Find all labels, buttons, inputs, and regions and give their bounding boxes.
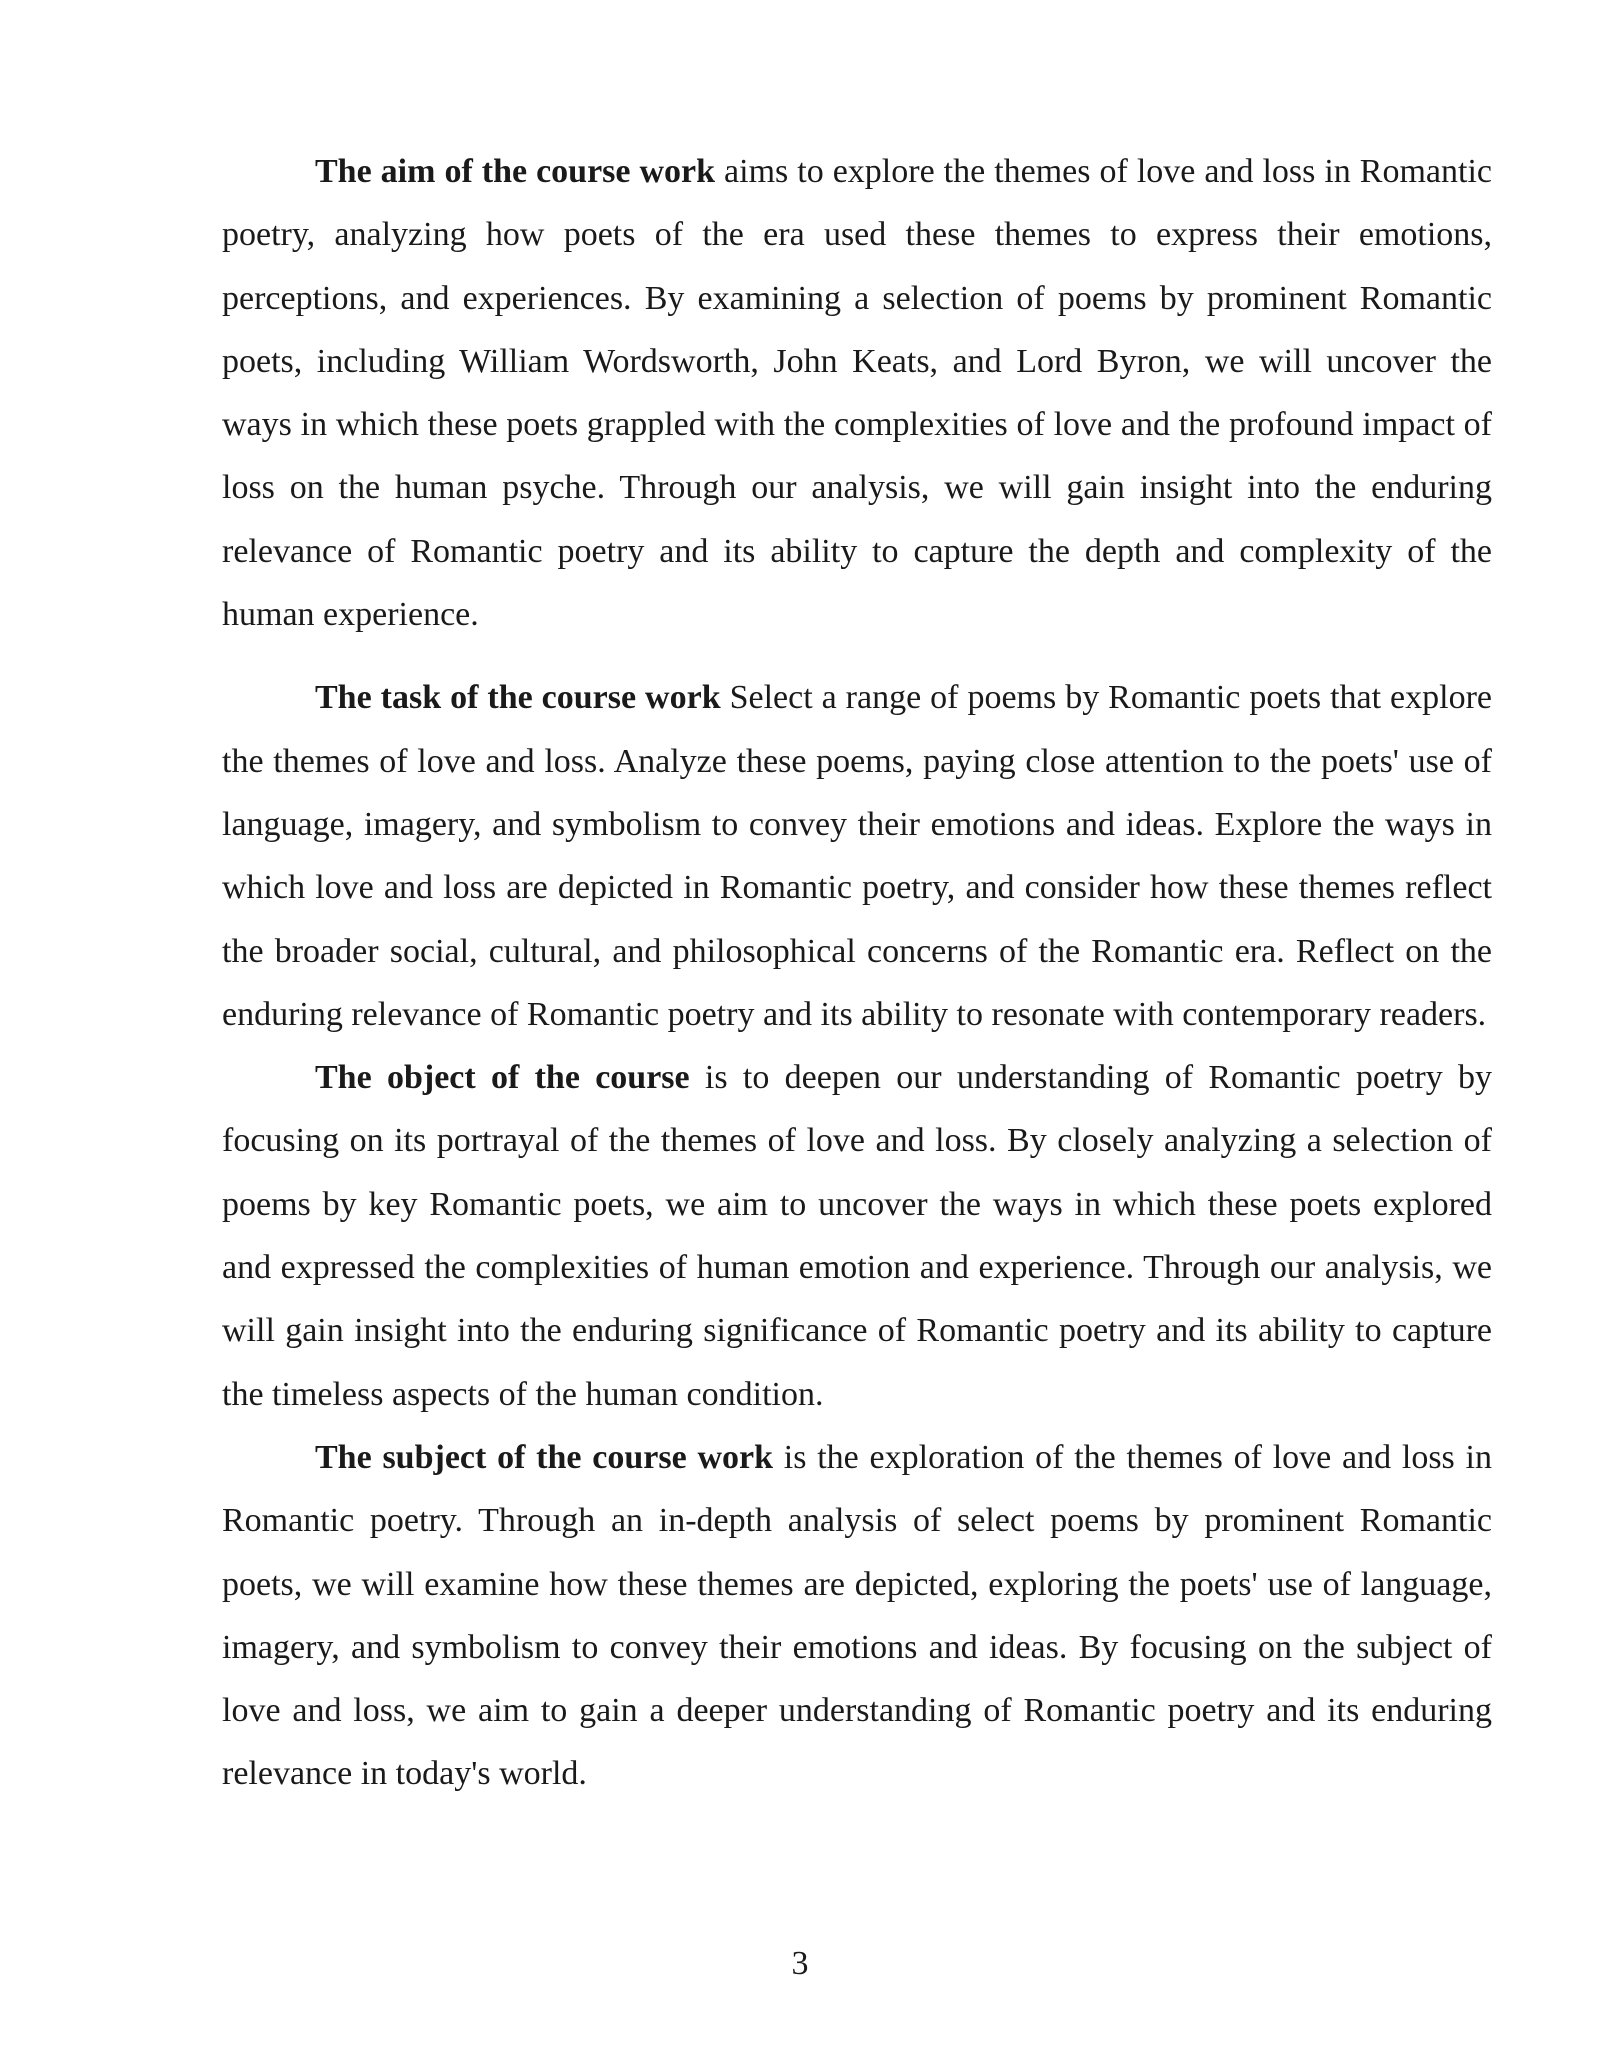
task-text: Select a range of poems by Romantic poets that explore the themes of love and loss. Analyze these poems, paying close attention to the poets' use of language, imagery, and symbolism to convey their emotions and ideas. Explore the ways in which love and loss are depicted in Romantic poetry, and consider how these themes reflect the broader social, cultural, and philosophical concerns of the Romantic era. Reflect on the enduring relevance of Romantic poetry and its ability to resonate with contemporary readers.	[222, 679, 1492, 1033]
subject-heading: The subject of the course work	[315, 1438, 774, 1476]
object-text: is to deepen our understanding of Romantic poetry by focusing on its portrayal of the themes of love and loss. By closely analyzing a selection of poems by key Romantic poets, we aim to uncover the ways in which these poets explored and expressed the complexities of human emotion and experience. Through our analysis, we will gain insight into the enduring significance of Romantic poetry and its ability to capture the timeless aspects of the human condition.	[222, 1059, 1492, 1413]
aim-heading: The aim of the course work	[315, 153, 716, 190]
aim-paragraph	[222, 140, 1492, 646]
page-number: 3	[791, 1945, 809, 1982]
object-paragraph	[222, 1046, 1492, 1426]
subject-text: is the exploration of the themes of love and loss in Romantic poetry. Through an in-depth analysis of select poems by prominent Romantic poets, we will examine how these themes are depicted, exploring the poets' use of language, imagery, and symbolism to convey their emotions and ideas. By focusing on the subject of love and loss, we aim to gain a deeper understanding of Romantic poetry and its enduring relevance in today's world.	[222, 1438, 1492, 1793]
task-paragraph	[222, 666, 1492, 1046]
aim-text: aims to explore the themes of love and loss in Romantic poetry, analyzing how poets of the era used these themes to express their emotions, perceptions, and experiences. By examining a selection of poems by prominent Romantic poets, including William Wordsworth, John Keats, and Lord Byron, we will uncover the ways in which these poets grappled with the complexities of love and the profound impact of loss on the human psyche. Through our analysis, we will gain insight into the enduring relevance of Romantic poetry and its ability to capture the depth and complexity of the human experience.	[222, 153, 1492, 634]
task-heading: The task of the course work	[315, 679, 721, 717]
document-body	[222, 140, 1492, 1806]
object-heading: The object of the course	[315, 1059, 690, 1097]
subject-paragraph	[222, 1426, 1492, 1806]
